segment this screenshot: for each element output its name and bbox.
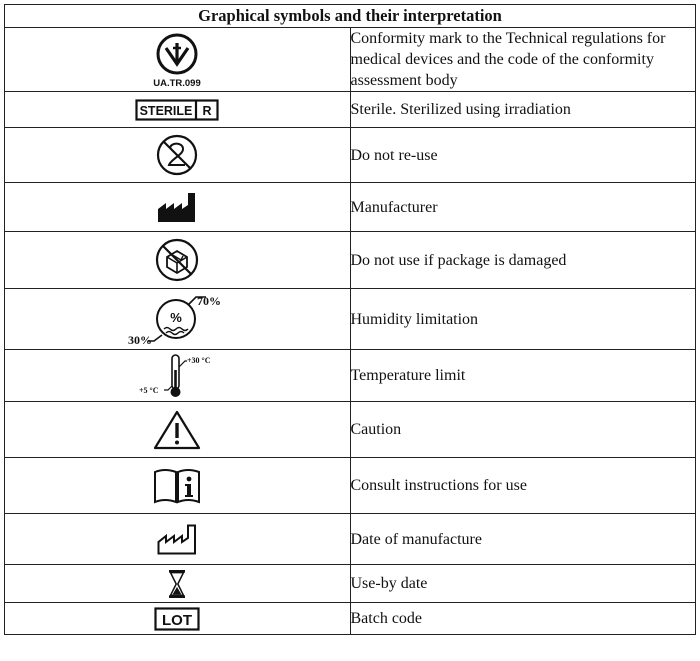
- symbol-cell: [5, 232, 351, 289]
- description-cell: Humidity limitation: [350, 289, 696, 350]
- package-damaged-icon: [154, 237, 200, 283]
- conformity-code-label: UA.TR.099: [153, 77, 202, 89]
- table-row: [5, 289, 696, 350]
- description-cell: Temperature limit: [350, 350, 696, 402]
- temperature-upper-limit: +30 °C: [187, 355, 211, 365]
- description-cell: Do not re-use: [350, 128, 696, 183]
- consult-instructions-icon: [152, 466, 202, 506]
- table-row: [5, 402, 696, 458]
- batch-code-icon: [154, 607, 200, 631]
- table-row: [5, 603, 696, 635]
- table-row: [5, 28, 696, 92]
- description-cell: Manufacturer: [350, 183, 696, 232]
- symbol-cell: [5, 565, 351, 603]
- table-row: [5, 350, 696, 402]
- manufacturer-icon: [157, 191, 197, 223]
- description-cell: Sterile. Sterilized using irradiation: [350, 92, 696, 128]
- sterile-method-label: R: [202, 103, 212, 118]
- description-cell: Batch code: [350, 603, 696, 635]
- temperature-lower-limit: +5 °C: [139, 385, 159, 395]
- description-cell: Consult instructions for use: [350, 458, 696, 514]
- description-cell: Use-by date: [350, 565, 696, 603]
- symbol-cell: [5, 289, 351, 350]
- temperature-limit-icon: [122, 352, 232, 400]
- sterile-r-icon: [135, 99, 219, 121]
- symbol-cell: [5, 92, 351, 128]
- symbol-cell: [5, 28, 351, 92]
- table-row: [5, 458, 696, 514]
- table-row: [5, 232, 696, 289]
- symbol-cell: [5, 514, 351, 565]
- symbol-cell: [5, 402, 351, 458]
- description-cell: Date of manufacture: [350, 514, 696, 565]
- date-of-manufacture-icon: [157, 523, 197, 555]
- symbol-cell: [5, 350, 351, 402]
- sterile-label: STERILE: [139, 103, 193, 118]
- description-cell: Conformity mark to the Technical regulations for medical devices and the code of the conformity assessment body: [350, 28, 696, 92]
- table-row: [5, 183, 696, 232]
- table-row: [5, 92, 696, 128]
- humidity-symbol-label: %: [170, 310, 183, 325]
- table-row: [5, 514, 696, 565]
- symbol-cell: [5, 128, 351, 183]
- symbol-cell: [5, 183, 351, 232]
- table-title: Graphical symbols and their interpretation: [5, 5, 696, 28]
- description-cell: Caution: [350, 402, 696, 458]
- ua-conformity-mark-icon: [132, 31, 222, 89]
- symbol-cell: [5, 603, 351, 635]
- lot-label: LOT: [162, 611, 193, 629]
- table-row: [5, 565, 696, 603]
- caution-icon: [152, 409, 202, 451]
- do-not-reuse-icon: [155, 133, 199, 177]
- use-by-date-icon: [167, 569, 187, 599]
- table-row: [5, 128, 696, 183]
- humidity-limitation-icon: [122, 291, 232, 347]
- symbols-table: [4, 4, 696, 635]
- description-cell: Do not use if package is damaged: [350, 232, 696, 289]
- table-header-row: [5, 5, 696, 28]
- humidity-upper-limit: 70%: [197, 294, 222, 308]
- symbol-cell: [5, 458, 351, 514]
- humidity-lower-limit: 30%: [128, 333, 153, 347]
